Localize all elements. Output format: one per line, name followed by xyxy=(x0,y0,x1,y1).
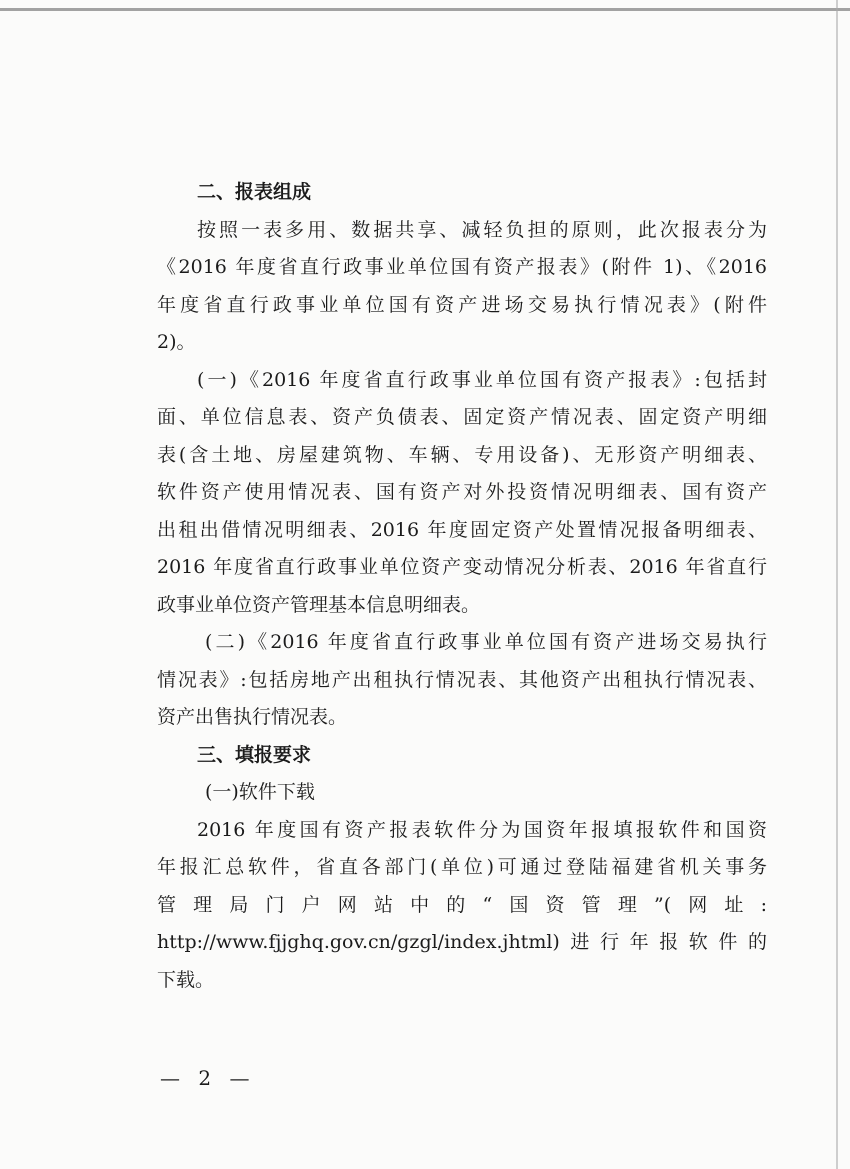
subsection-heading-software-download: (一)软件下载 xyxy=(205,781,315,803)
paragraph-line: 表(含土地、房屋建筑物、车辆、专用设备)、无形资产明细表、 xyxy=(157,443,767,466)
paragraph-line: 年度省直行政事业单位国有资产进场交易执行情况表》(附件 xyxy=(157,293,767,316)
page-number: — 2 — xyxy=(160,1066,256,1090)
paragraph-line: 年报汇总软件，省直各部门(单位)可通过登陆福建省机关事务 xyxy=(157,856,767,878)
paragraph-line: (二)《2016 年度省直行政事业单位国有资产进场交易执行 xyxy=(205,631,767,653)
paragraph-line: 软件资产使用情况表、国有资产对外投资情况明细表、国有资产 xyxy=(157,481,767,503)
scan-right-edge xyxy=(836,0,838,1169)
paragraph-line: 资产出售执行情况表。 xyxy=(157,706,348,728)
section-heading-report-composition: 二、报表组成 xyxy=(197,181,312,203)
paragraph-line: 管理局门户网站中的“国资管理”(网址: xyxy=(157,893,767,916)
paragraph-line: (一)《2016 年度省直行政事业单位国有资产报表》:包括封 xyxy=(197,368,767,391)
paragraph-line: 按照一表多用、数据共享、减轻负担的原则，此次报表分为 xyxy=(197,218,767,241)
section-heading-filing-requirements: 三、填报要求 xyxy=(197,743,312,766)
paragraph-line: 下载。 xyxy=(157,968,215,991)
document-body xyxy=(157,174,767,999)
paragraph-line: 2)。 xyxy=(157,331,196,353)
paragraph-line: 出租出借情况明细表、2016 年度固定资产处置情况报备明细表、 xyxy=(157,518,767,541)
paragraph-line: 面、单位信息表、资产负债表、固定资产情况表、固定资产明细 xyxy=(157,406,767,428)
paragraph-line: 2016 年度省直行政事业单位资产变动情况分析表、2016 年省直行 xyxy=(157,556,767,578)
paragraph-line: 2016 年度国有资产报表软件分为国资年报填报软件和国资 xyxy=(197,818,767,841)
scan-top-edge xyxy=(0,8,850,11)
paragraph-line-url: http://www.fjjghq.gov.cn/gzgl/index.jhtml)进行年报软件的 xyxy=(157,931,767,953)
paragraph-line: 政事业单位资产管理基本信息明细表。 xyxy=(157,593,481,616)
paragraph-line: 情况表》:包括房地产出租执行情况表、其他资产出租执行情况表、 xyxy=(157,668,767,691)
paragraph-line: 《2016 年度省直行政事业单位国有资产报表》(附件 1)、《2016 xyxy=(157,256,767,278)
